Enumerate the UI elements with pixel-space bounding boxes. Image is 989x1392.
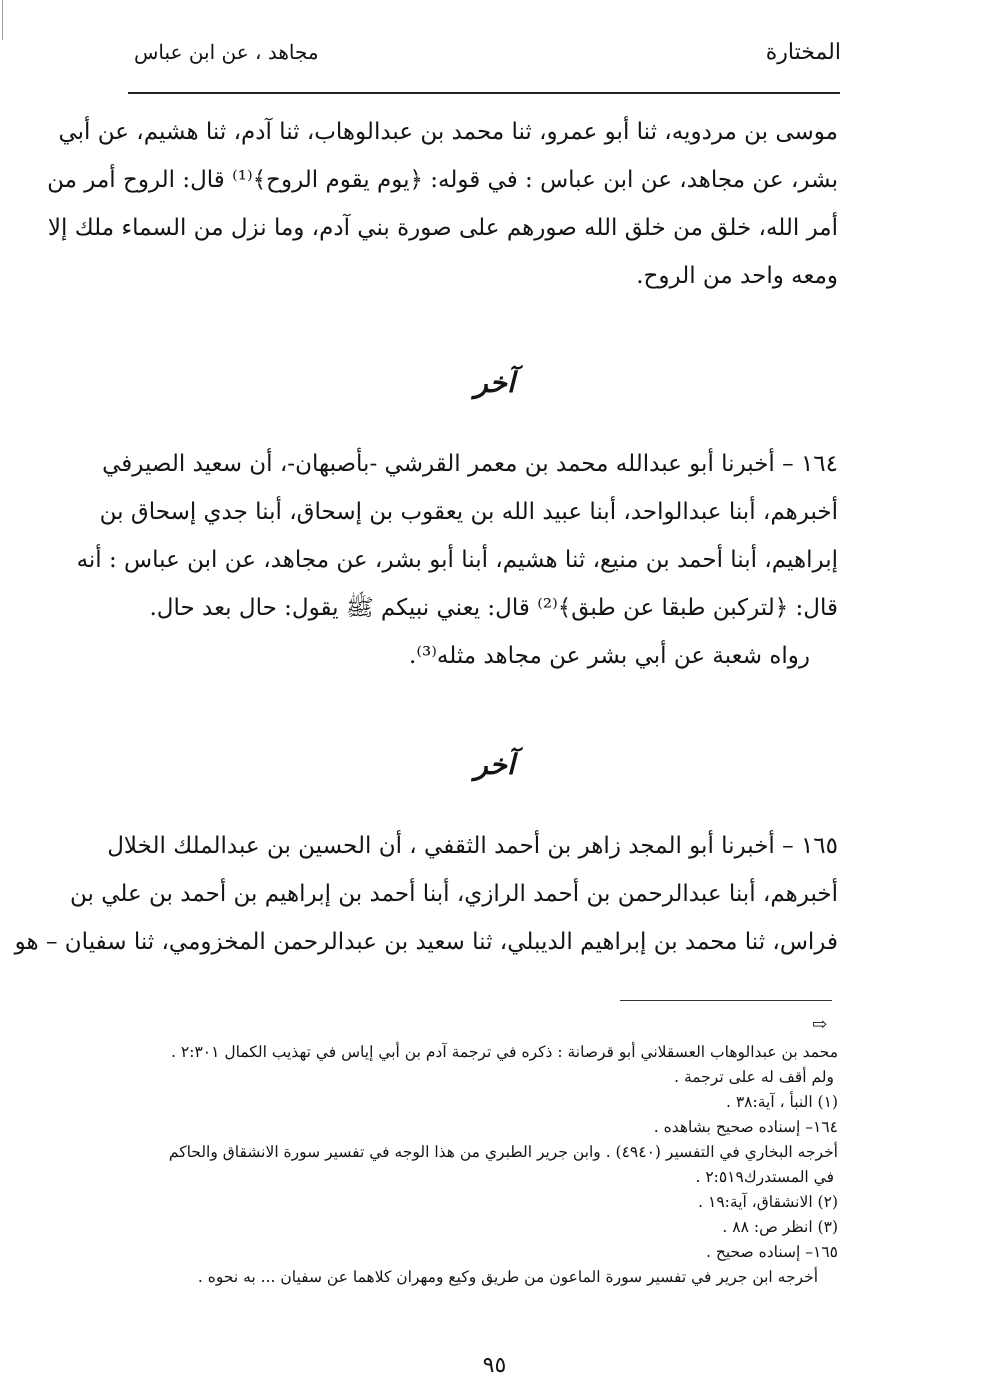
footnote-line: محمد بن عبدالوهاب العسقلاني أبو قرصانة : ذكره في ترجمة آدم بن أبي إياس في تهذيب الكمال ٢:٣٠١ .	[171, 1043, 838, 1061]
footnote-line: ١٦٤– إسناده صحيح بشاهده .	[653, 1118, 838, 1136]
footnote-line: (١) النبأ ، آية:٣٨ .	[726, 1093, 838, 1111]
header-book-title: المختارة	[765, 40, 841, 65]
text-line: ١٦٥ – أخبرنا أبو المجد زاهر بن أحمد الثقفي ، أن الحسين بن عبدالملك الخلال	[107, 833, 838, 859]
page-number: ٩٥	[482, 1353, 507, 1378]
text-line: بشر، عن مجاهد، عن ابن عباس : في قوله: ﴿يوم يقوم الروح﴾⁽¹⁾ قال: الروح أمر من	[47, 167, 838, 193]
text-line: رواه شعبة عن أبي بشر عن مجاهد مثله⁽³⁾.	[409, 643, 810, 669]
footnote-line: (٣) انظر ص: ٨٨ .	[722, 1218, 838, 1236]
footnote-line: أخرجه البخاري في التفسير (٤٩٤٠) . وابن جرير الطبري من هذا الوجه في تفسير سورة الانشقاق والحاكم	[168, 1143, 838, 1161]
text-line: إبراهيم، أبنا أحمد بن منيع، ثنا هشيم، أبنا أبو بشر، عن مجاهد، عن ابن عباس : أنه	[76, 547, 838, 573]
scan-edge-mark	[2, 0, 3, 40]
text-line: موسى بن مردويه، ثنا أبو عمرو، ثنا محمد بن عبدالوهاب، ثنا آدم، ثنا هشيم، عن أبي	[58, 119, 838, 145]
text-line: ١٦٤ – أخبرنا أبو عبدالله محمد بن معمر القرشي -بأصبهان-، أن سعيد الصيرفي	[102, 451, 838, 477]
text-line: أخبرهم، أبنا عبدالواحد، أبنا عبيد الله بن يعقوب بن إسحاق، أبنا جدي إسحاق بن	[99, 499, 838, 525]
footnote-line: في المستدرك٢:٥١٩ .	[695, 1168, 834, 1186]
footnote-line: أخرجه ابن جرير في تفسير سورة الماعون من طريق وكيع ومهران كلاهما عن سفيان ... به نحوه .	[197, 1268, 818, 1286]
hadith-164	[76, 440, 838, 680]
text-line: فراس، ثنا محمد بن إبراهيم الديبلي، ثنا سعيد بن عبدالرحمن المخزومي، ثنا سفيان – هو	[14, 929, 838, 955]
text-line: أخبرهم، أبنا عبدالرحمن بن أحمد الرازي، أبنا أحمد بن إبراهيم بن أحمد بن علي بن	[69, 881, 838, 907]
text-line: قال: ﴿لتركبن طبقا عن طبق﴾⁽²⁾ قال: يعني نبيكم ﷺ يقول: حال بعد حال.	[149, 595, 838, 621]
header-section-title: مجاهد ، عن ابن عباس	[134, 40, 319, 64]
section-heading: آخر	[474, 748, 515, 781]
continuation-arrow-icon: ⇨	[812, 1014, 828, 1035]
section-heading: آخر	[474, 366, 515, 399]
text-line: أمر الله، خلق من خلق الله صورهم على صورة بني آدم، وما نزل من السماء ملك إلا	[47, 215, 838, 241]
text-line: ومعه واحد من الروح.	[636, 263, 838, 289]
header-divider	[128, 92, 840, 94]
footnote-line: ولم أقف له على ترجمة .	[674, 1068, 834, 1086]
intro-paragraph	[47, 108, 838, 300]
footnote-divider	[620, 1000, 832, 1001]
footnote-line: (٢) الانشقاق، آية:١٩ .	[698, 1193, 838, 1211]
footnote-line: ١٦٥– إسناده صحيح .	[705, 1243, 838, 1261]
footnotes	[118, 1040, 838, 1290]
hadith-165	[14, 822, 838, 966]
